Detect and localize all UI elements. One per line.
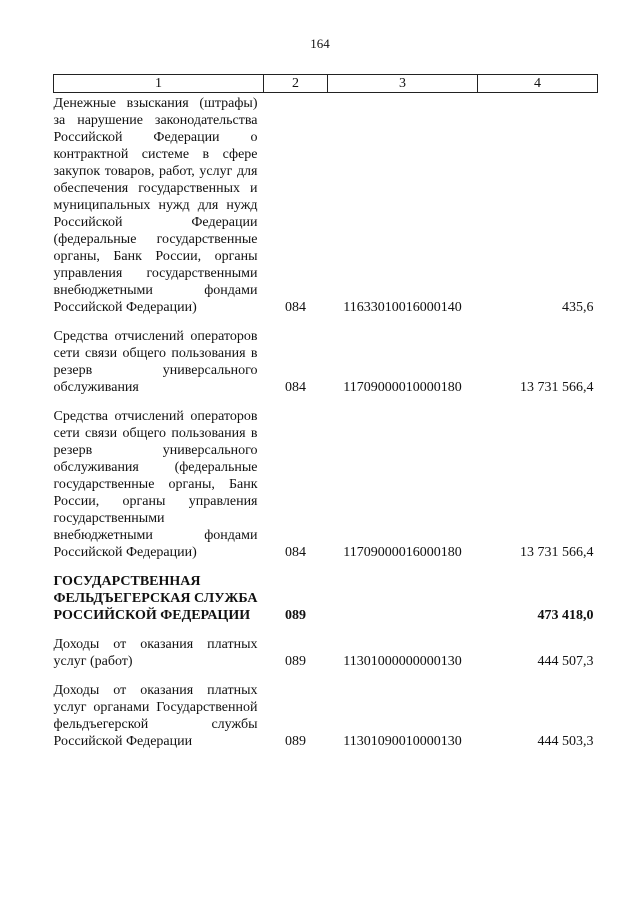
column-header-4: 4	[478, 75, 598, 93]
row-admin-code: 084	[285, 380, 306, 395]
table-row	[54, 670, 598, 750]
row-amount: 444 503,3	[537, 734, 594, 749]
row-name: ГОСУДАРСТВЕННАЯ ФЕЛЬДЪЕГЕРСКАЯ СЛУЖБА РОССИЙСКОЙ ФЕДЕРАЦИИ	[53, 574, 258, 623]
row-admin-code: 089	[285, 608, 306, 623]
row-amount: 13 731 566,4	[520, 380, 594, 395]
table-row	[54, 624, 598, 670]
row-revenue-code: 11301090010000130	[343, 734, 462, 749]
row-revenue-code: 11301000000000130	[343, 654, 462, 669]
row-admin-code: 089	[285, 654, 306, 669]
header-row	[54, 75, 598, 93]
column-header-3: 3	[328, 75, 478, 93]
row-admin-code: 084	[285, 545, 306, 560]
page-number: 164	[310, 36, 330, 51]
row-admin-code: 084	[285, 300, 306, 315]
table-row	[54, 316, 598, 396]
row-amount: 444 507,3	[537, 654, 594, 669]
row-name: Средства отчислений операторов сети связи общего пользования в резерв универсального обслуживания (федеральные государственные органы, Банк России, органы управления государственными внебюджетными фондами Российской Федерации)	[53, 409, 258, 560]
table-row	[54, 93, 598, 317]
row-amount: 473 418,0	[537, 608, 594, 623]
table-row-section-header	[54, 561, 598, 624]
row-revenue-code: 11709000010000180	[343, 380, 462, 395]
row-amount: 435,6	[562, 300, 594, 315]
row-name: Средства отчислений операторов сети связи общего пользования в резерв универсального обслуживания	[53, 329, 258, 395]
row-revenue-code: 11633010016000140	[343, 300, 462, 315]
row-amount: 13 731 566,4	[520, 545, 594, 560]
row-revenue-code	[328, 561, 478, 624]
column-header-2: 2	[264, 75, 328, 93]
row-admin-code: 089	[285, 734, 306, 749]
row-revenue-code: 11709000016000180	[343, 545, 462, 560]
budget-table	[53, 74, 598, 750]
row-name: Денежные взыскания (штрафы) за нарушение законодательства Российской Федерации о контрактной системе в сфере закупок товаров, работ, услуг для обеспечения государственных и муниципальных нужд для нужд Российской Федерации (федеральные государственные органы, Банк России, органы управления государственными внебюджетными фондами Российской Федерации)	[53, 96, 258, 315]
row-name: Доходы от оказания платных услуг органами Государственной фельдъегерской службы Российской Федерации	[53, 683, 258, 749]
column-header-1: 1	[54, 75, 264, 93]
table-row	[54, 396, 598, 561]
row-name: Доходы от оказания платных услуг (работ)	[53, 637, 258, 669]
